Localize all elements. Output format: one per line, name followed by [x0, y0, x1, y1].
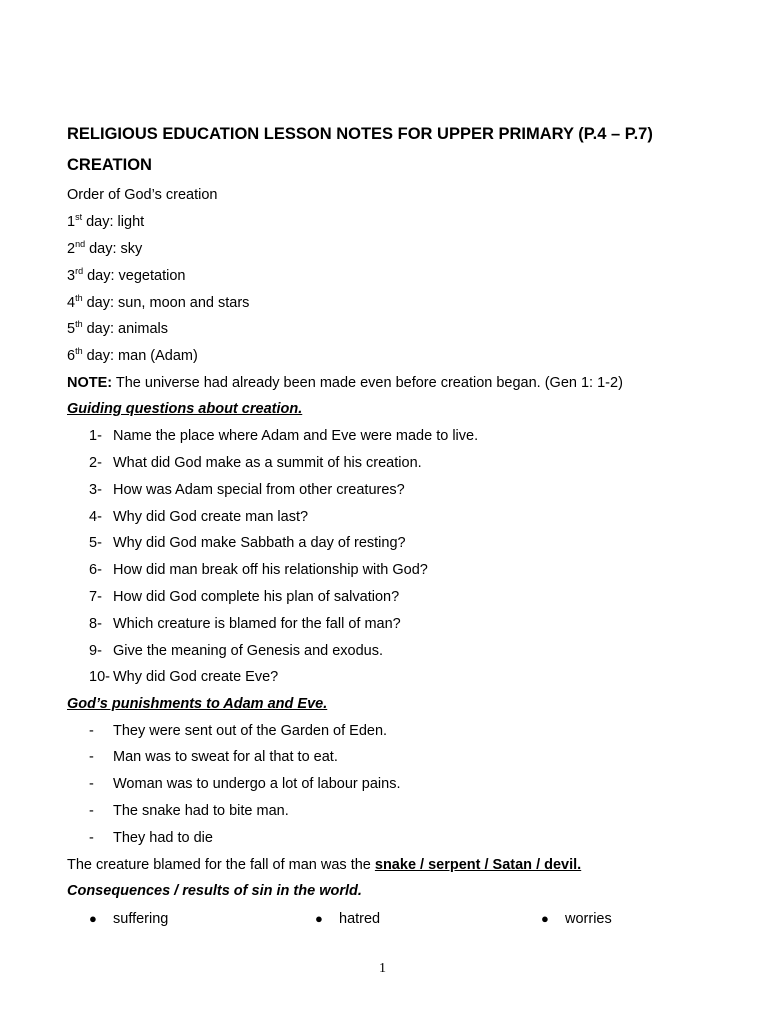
bullet-icon: ● — [89, 911, 97, 926]
day-line: 5th day: animals — [67, 319, 169, 337]
day-line: 4th day: sun, moon and stars — [67, 293, 250, 311]
order-heading: Order of God’s creation — [67, 187, 218, 203]
consequences-heading: Consequences / results of sin in the world. — [67, 883, 362, 899]
document-title: RELIGIOUS EDUCATION LESSON NOTES FOR UPPER PRIMARY (P.4 – P.7) — [67, 125, 653, 143]
day-line: 3rd day: vegetation — [67, 266, 186, 284]
creature-answer: snake / serpent / Satan / devil. — [374, 857, 582, 873]
punishments-heading: God’s punishments to Adam and Eve. — [67, 696, 328, 712]
day-line: 2nd day: sky — [67, 239, 143, 257]
document-page: RELIGIOUS EDUCATION LESSON NOTES FOR UPPER PRIMARY (P.4 – P.7) CREATION Order of God’s creation 1st day: light 2nd day: sky 3rd day: vegetation 4th day: sun, moon and stars 5th day: animals 6th day: man (Adam) NOTE: The universe had already been made even before creation began. (Gen 1: 1-2) Guiding questions about creation. 1- Name the place where Adam and Eve were made to live. 2- What did God make as a summit of his creation. 3- How was Adam special from other creatures? 4- Why did God create man last? 5- Why did God make Sabbath a day of resting? 6- How did man break off his relationship with God? 7- How did God complete his plan of salvation? 8- Which creature is blamed for the fall of man? 9- Give the meaning of Genesis and exodus. 10- Why did God create Eve? God’s punishments to Adam and Eve. - They were sent out of the Garden of Eden. - Man was to sweat for al that to eat. - Woman was to undergo a lot of labour pains. - The snake had to bite man. - They had to die The creature blamed for the fall of man was the snake / serpent / Satan / devil. Consequences / results of sin in the world. ● suffering ● hatred ● worries 1 — [67, 125, 653, 976]
day-line: 6th day: man (Adam) — [67, 346, 198, 364]
bullet-icon: ● — [315, 911, 323, 926]
day-line: 1st day: light — [67, 212, 145, 230]
section-heading: CREATION — [67, 156, 152, 174]
creature-line: The creature blamed for the fall of man was the snake / serpent / Satan / devil. — [67, 857, 582, 873]
note-line: NOTE: The universe had already been made even before creation began. (Gen 1: 1-2) — [67, 375, 623, 391]
bullet-icon: ● — [541, 911, 549, 926]
page-number: 1 — [379, 961, 386, 976]
questions-heading: Guiding questions about creation. — [67, 401, 303, 417]
